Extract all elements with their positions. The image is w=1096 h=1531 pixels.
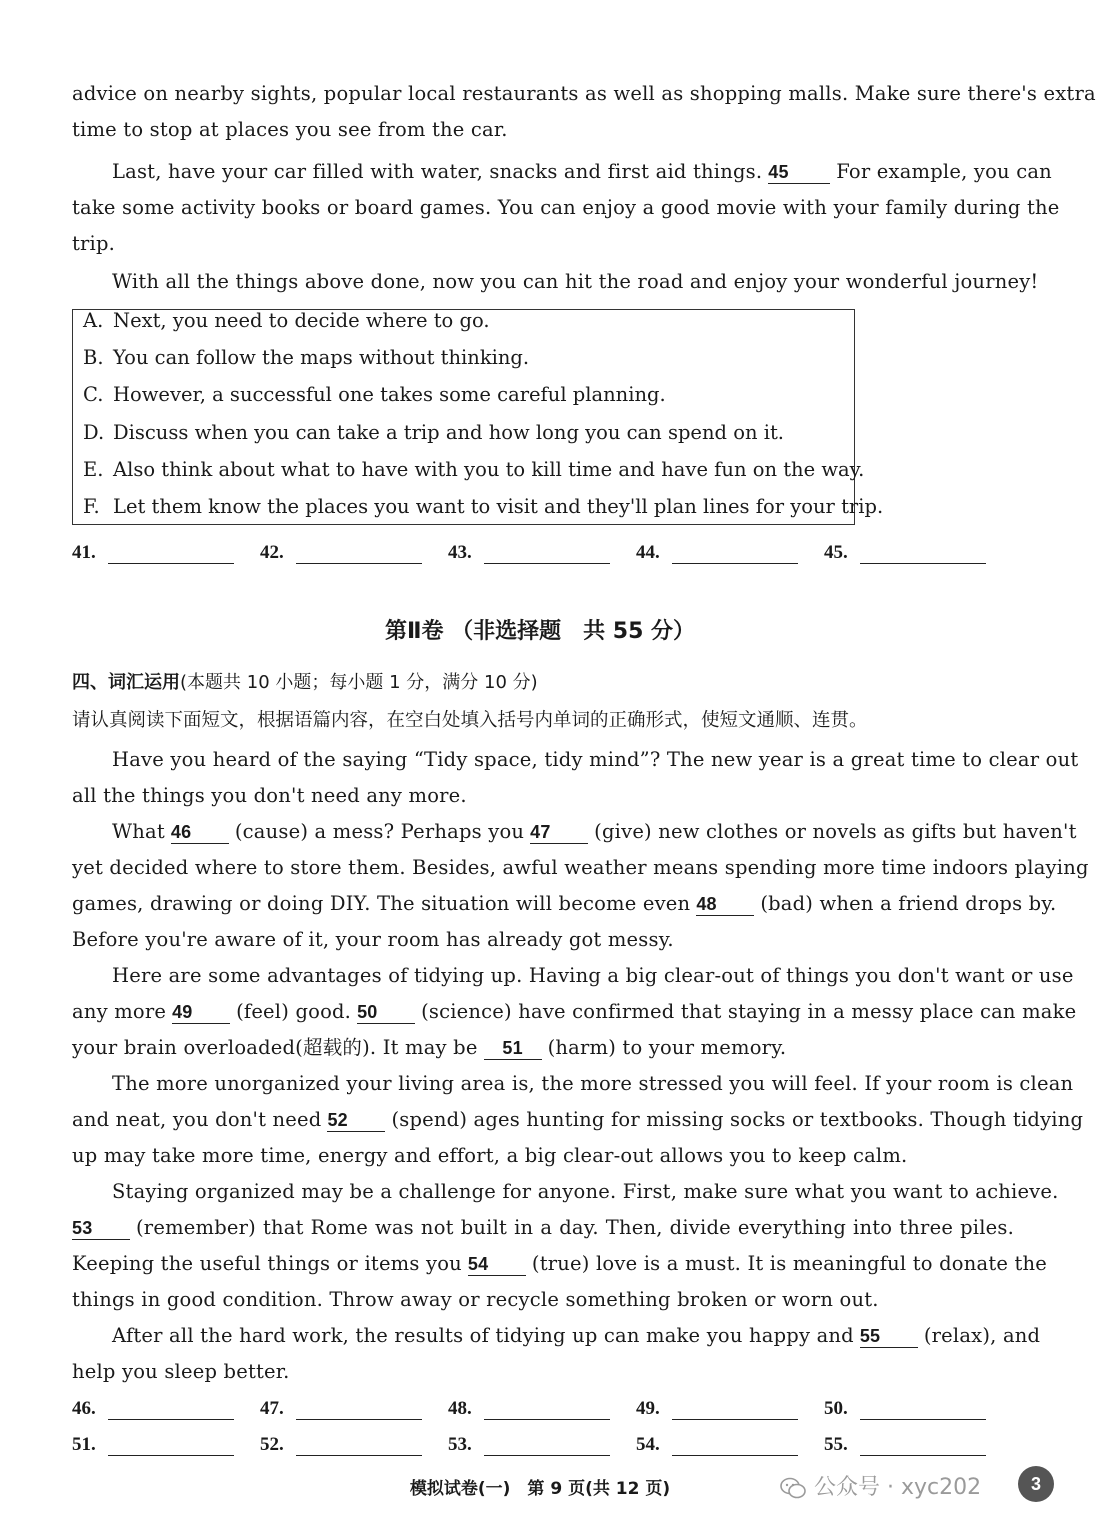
blank-47: 47 bbox=[530, 821, 588, 844]
answer-slot-46[interactable]: 46. bbox=[72, 1398, 234, 1420]
section-4-heading: 四、词汇运用(本题共 10 小题；每小题 1 分，满分 10 分) bbox=[72, 672, 538, 693]
answer-row-46-50 bbox=[72, 1398, 1014, 1428]
blank-49: 49 bbox=[172, 1001, 230, 1024]
reading-line-2: time to stop at places you see from the car. bbox=[72, 118, 508, 141]
answer-slot-50[interactable]: 50. bbox=[824, 1398, 986, 1420]
answer-row-41-45 bbox=[72, 542, 1014, 572]
option-c: C. However, a successful one takes some careful planning. bbox=[83, 383, 666, 406]
passage-line-4: yet decided where to store them. Besides, awful weather means spending more time indoors playing bbox=[72, 856, 1089, 879]
answer-slot-54[interactable]: 54. bbox=[636, 1434, 798, 1456]
answer-slot-47[interactable]: 47. bbox=[260, 1398, 422, 1420]
blank-54: 54 bbox=[468, 1253, 526, 1276]
answer-slot-52[interactable]: 52. bbox=[260, 1434, 422, 1456]
blank-53: 53 bbox=[72, 1217, 130, 1240]
reading-paragraph-2-line-2: take some activity books or board games. You can enjoy a good movie with your family during the bbox=[72, 196, 1060, 219]
page-badge: 3 bbox=[1018, 1466, 1054, 1502]
p2-text-b: For example, you can bbox=[836, 160, 1052, 183]
options-box bbox=[72, 309, 884, 525]
option-f: F. Let them know the places you want to visit and they'll plan lines for your trip. bbox=[83, 495, 884, 518]
answer-row-51-55 bbox=[72, 1434, 1014, 1464]
blank-52: 52 bbox=[327, 1109, 385, 1132]
answer-slot-42[interactable]: 42. bbox=[260, 542, 422, 564]
passage-line-11: and neat, you don't need 52 (spend) ages hunting for missing socks or textbooks. Though tidying bbox=[72, 1108, 1084, 1131]
blank-50: 50 bbox=[357, 1001, 415, 1024]
blank-45: 45 bbox=[768, 161, 830, 184]
blank-51: 51 bbox=[484, 1037, 542, 1060]
passage-line-8: any more 49 (feel) good. 50 (science) have confirmed that staying in a messy place can make bbox=[72, 1000, 1077, 1023]
section-4-instruction: 请认真阅读下面短文，根据语篇内容，在空白处填入括号内单词的正确形式，使短文通顺、连贯。 bbox=[72, 710, 868, 731]
passage-line-15: Keeping the useful things or items you 54 (true) love is a must. It is meaningful to donate the bbox=[72, 1252, 1048, 1275]
passage-line-10: The more unorganized your living area is, the more stressed you will feel. If your room is clean bbox=[112, 1072, 1074, 1095]
watermark-text: 公众号 · xyc202 bbox=[814, 1475, 982, 1500]
answer-slot-48[interactable]: 48. bbox=[448, 1398, 610, 1420]
option-d: D. Discuss when you can take a trip and how long you can spend on it. bbox=[83, 421, 784, 444]
p2-text-a: Last, have your car filled with water, snacks and first aid things. bbox=[112, 160, 763, 183]
passage-line-12: up may take more time, energy and effort, a big clear-out allows you to keep calm. bbox=[72, 1144, 908, 1167]
answer-slot-51[interactable]: 51. bbox=[72, 1434, 234, 1456]
answer-slot-55[interactable]: 55. bbox=[824, 1434, 986, 1456]
blank-46: 46 bbox=[171, 821, 229, 844]
passage-line-2: all the things you don't need any more. bbox=[72, 784, 467, 807]
watermark bbox=[780, 1470, 981, 1501]
passage-line-5: games, drawing or doing DIY. The situation will become even 48 (bad) when a friend drops by. bbox=[72, 892, 1057, 915]
wechat-icon bbox=[780, 1477, 806, 1499]
passage-line-18: help you sleep better. bbox=[72, 1360, 290, 1383]
page-footer: 模拟试卷(一) 第 9 页(共 12 页) bbox=[409, 1479, 671, 1499]
passage-line-16: things in good condition. Throw away or recycle something broken or worn out. bbox=[72, 1288, 879, 1311]
answer-slot-45[interactable]: 45. bbox=[824, 542, 986, 564]
passage-line-7: Here are some advantages of tidying up. Having a big clear-out of things you don't want or use bbox=[112, 964, 1074, 987]
passage-line-9: your brain overloaded(超载的). It may be 51 (harm) to your memory. bbox=[72, 1036, 787, 1059]
option-a: A. Next, you need to decide where to go. bbox=[83, 309, 490, 332]
blank-55: 55 bbox=[860, 1325, 918, 1348]
section-2-title: 第Ⅱ卷 （非选择题 共 55 分） bbox=[384, 619, 696, 644]
answer-slot-44[interactable]: 44. bbox=[636, 542, 798, 564]
option-b: B. You can follow the maps without thinking. bbox=[83, 346, 530, 369]
passage-line-13: Staying organized may be a challenge for anyone. First, make sure what you want to achieve. bbox=[112, 1180, 1059, 1203]
answer-slot-53[interactable]: 53. bbox=[448, 1434, 610, 1456]
answer-slot-49[interactable]: 49. bbox=[636, 1398, 798, 1420]
passage-line-14: 53 (remember) that Rome was not built in a day. Then, divide everything into three piles. bbox=[72, 1216, 1014, 1239]
reading-paragraph-2-line-3: trip. bbox=[72, 232, 116, 255]
passage-line-6: Before you're aware of it, your room has already got messy. bbox=[72, 928, 674, 951]
passage-line-3: What 46 (cause) a mess? Perhaps you 47 (give) new clothes or novels as gifts but haven't bbox=[112, 820, 1077, 843]
reading-line-1: advice on nearby sights, popular local restaurants as well as shopping malls. Make sure there's extra bbox=[72, 82, 1096, 105]
option-e: E. Also think about what to have with you to kill time and have fun on the way. bbox=[83, 458, 865, 481]
answer-slot-41[interactable]: 41. bbox=[72, 542, 234, 564]
passage-line-1: Have you heard of the saying “Tidy space, tidy mind”? The new year is a great time to clear out bbox=[112, 748, 1079, 771]
blank-48: 48 bbox=[696, 893, 754, 916]
reading-paragraph-3: With all the things above done, now you can hit the road and enjoy your wonderful journey! bbox=[112, 270, 1039, 293]
passage-line-17: After all the hard work, the results of tidying up can make you happy and 55 (relax), and bbox=[112, 1324, 1041, 1347]
answer-slot-43[interactable]: 43. bbox=[448, 542, 610, 564]
reading-paragraph-2-line-1 bbox=[112, 154, 1052, 190]
